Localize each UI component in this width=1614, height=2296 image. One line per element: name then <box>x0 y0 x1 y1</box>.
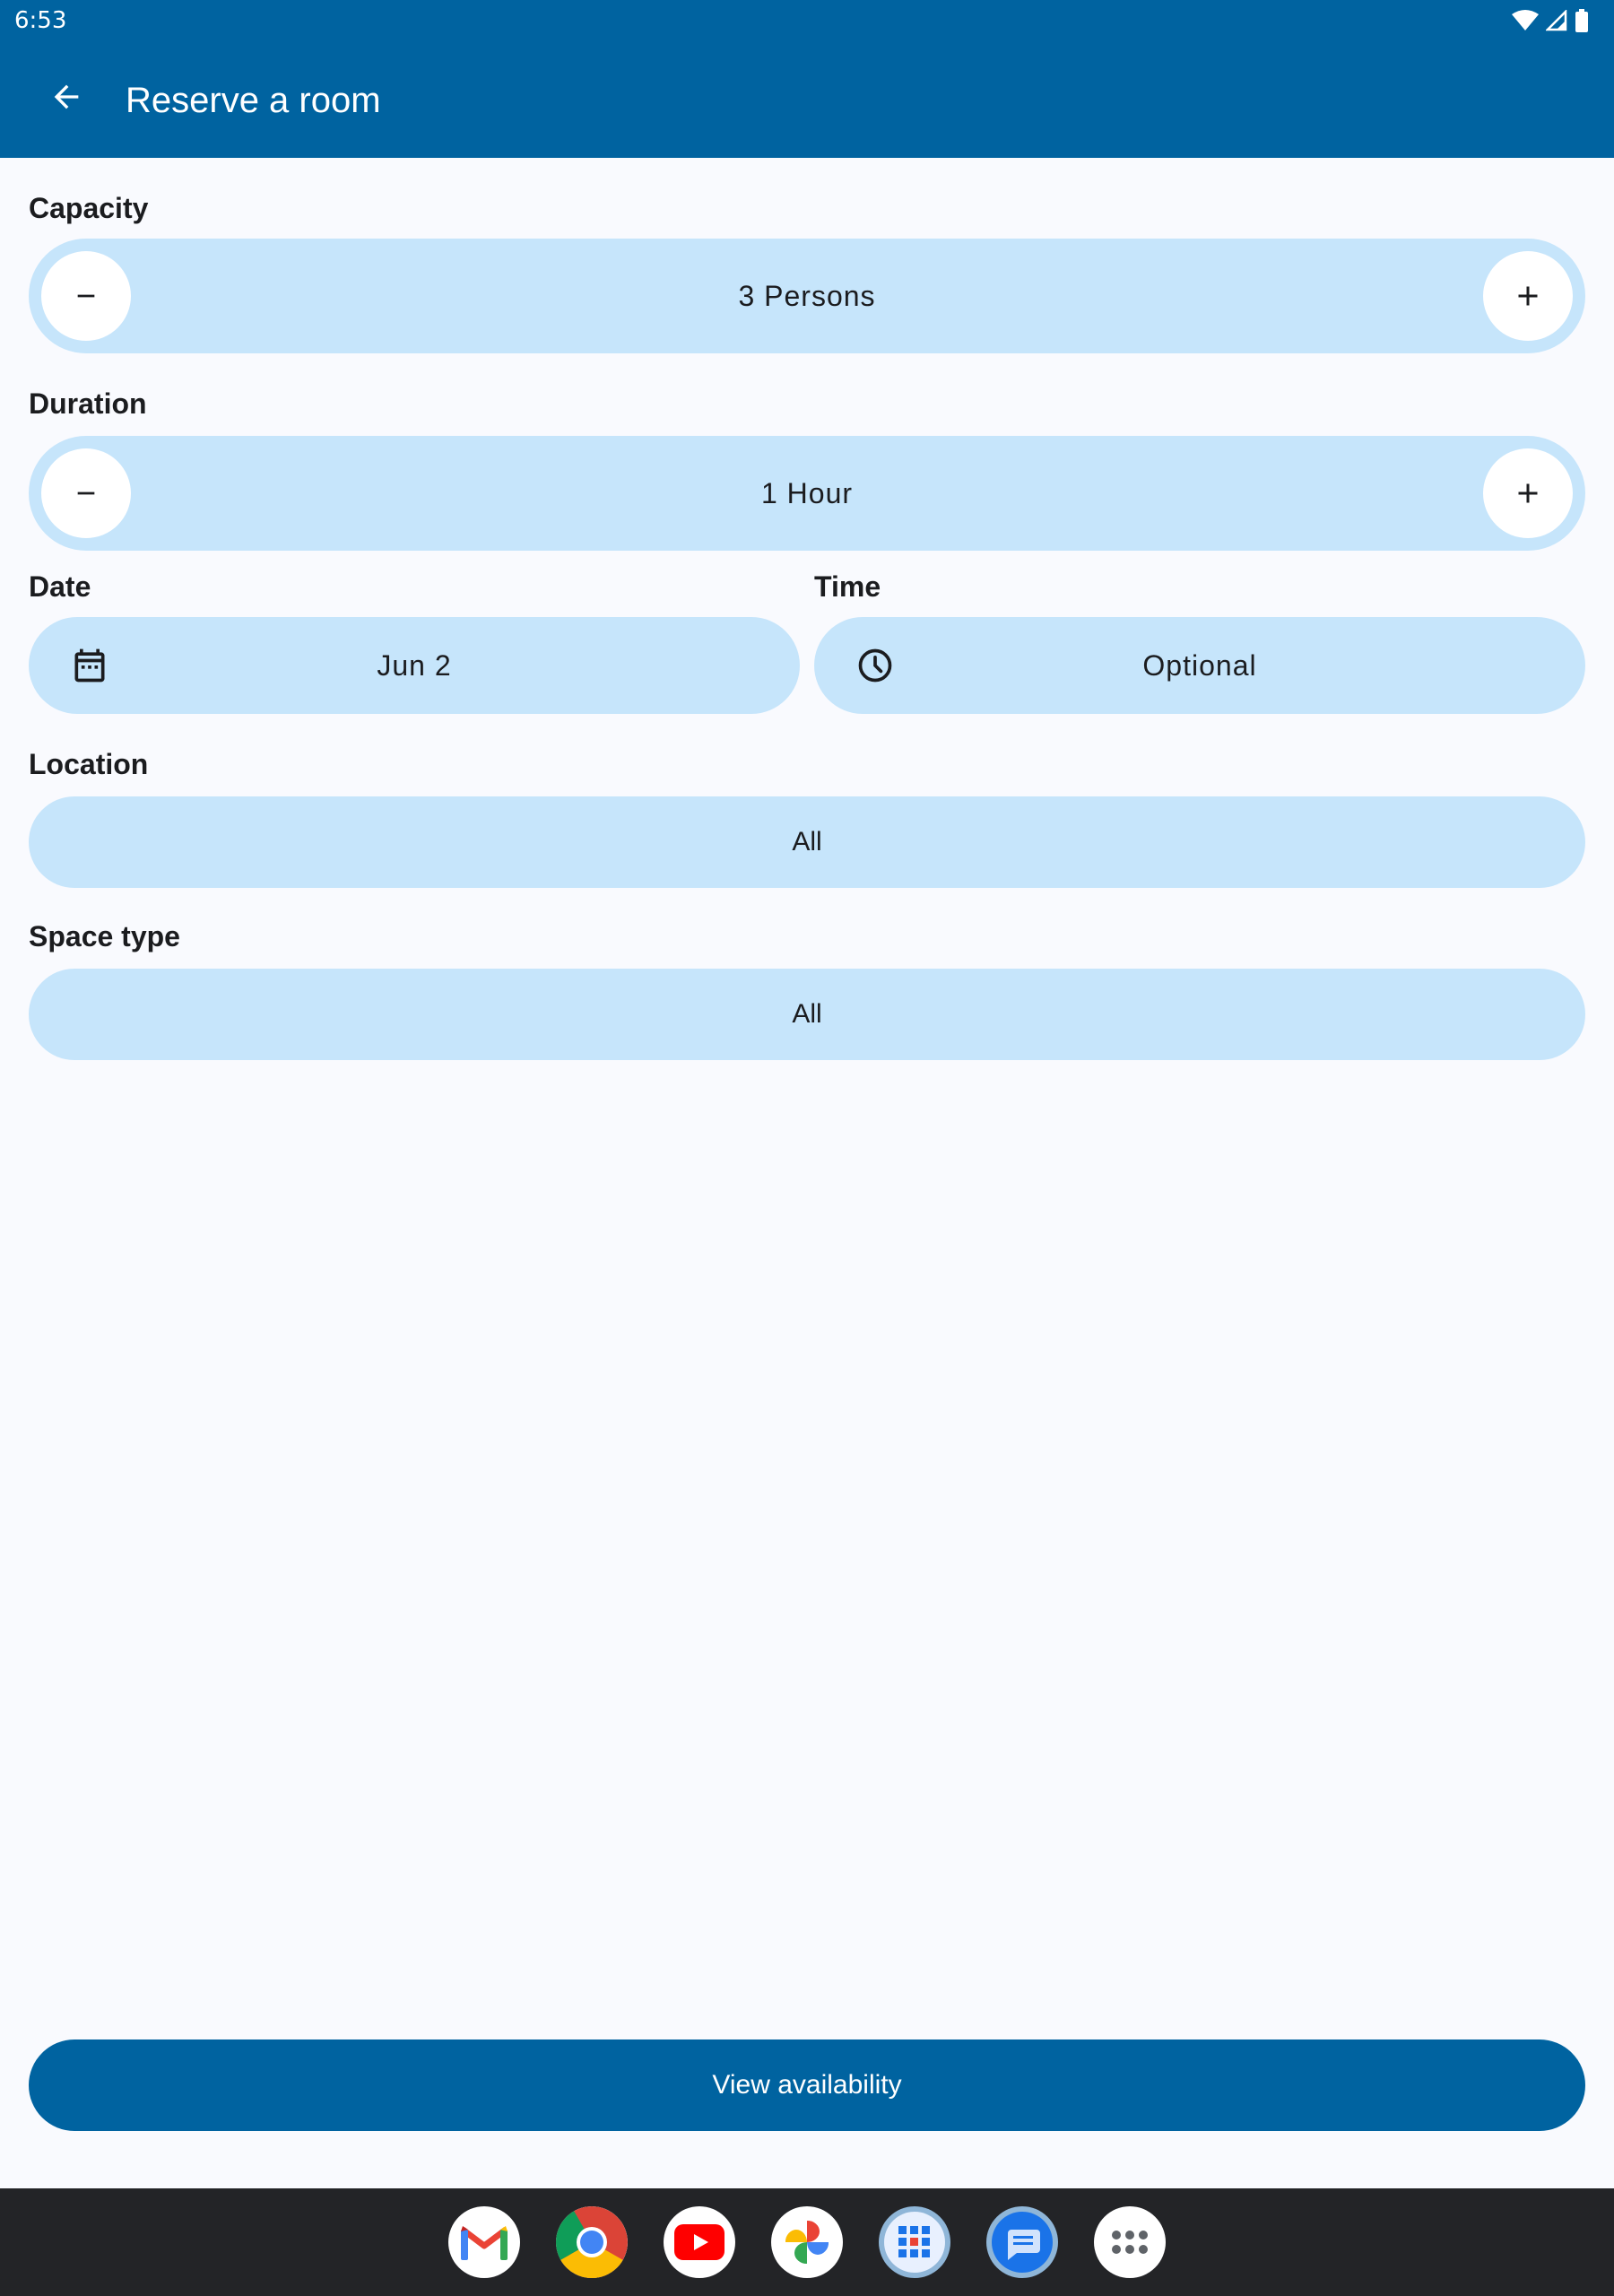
duration-value: 1 Hour <box>760 476 854 509</box>
date-value: Jun 2 <box>377 648 452 682</box>
arrow-back-icon <box>48 79 84 115</box>
time-value: Optional <box>1142 648 1257 682</box>
status-time: 6:53 <box>14 7 67 34</box>
date-label: Date <box>29 570 91 603</box>
minus-icon <box>72 479 100 508</box>
capacity-decrease-button[interactable] <box>41 251 131 341</box>
capacity-value: 3 Persons <box>738 279 876 312</box>
gmail-icon[interactable] <box>448 2206 520 2278</box>
duration-increase-button[interactable] <box>1483 448 1573 538</box>
duration-label: Duration <box>29 387 147 420</box>
app-bar <box>0 0 1614 158</box>
back-button[interactable] <box>41 72 91 122</box>
apps-grid-icon[interactable] <box>879 2206 950 2278</box>
capacity-stepper <box>29 239 1585 353</box>
messages-icon[interactable] <box>986 2206 1058 2278</box>
signal-icon <box>1546 10 1567 31</box>
app-drawer-icon[interactable] <box>1094 2206 1166 2278</box>
plus-icon <box>1512 280 1544 312</box>
duration-decrease-button[interactable] <box>41 448 131 538</box>
battery-icon <box>1575 9 1589 32</box>
location-select[interactable]: All <box>29 796 1585 888</box>
time-label: Time <box>814 570 881 603</box>
location-label: Location <box>29 748 149 780</box>
youtube-icon[interactable] <box>664 2206 735 2278</box>
photos-icon[interactable] <box>771 2206 843 2278</box>
view-availability-button[interactable]: View availability <box>29 2039 1585 2131</box>
wifi-icon <box>1512 9 1539 32</box>
chrome-icon[interactable] <box>556 2206 628 2278</box>
space-type-select[interactable]: All <box>29 969 1585 1060</box>
space-type-label: Space type <box>29 920 180 952</box>
date-picker-button[interactable] <box>29 617 800 714</box>
plus-icon <box>1512 477 1544 509</box>
time-picker-button[interactable] <box>814 617 1585 714</box>
taskbar <box>0 2188 1614 2296</box>
minus-icon <box>72 282 100 310</box>
page-title: Reserve a room <box>126 81 381 120</box>
capacity-label: Capacity <box>29 192 149 224</box>
status-icons <box>1512 9 1589 32</box>
duration-stepper <box>29 436 1585 551</box>
capacity-increase-button[interactable] <box>1483 251 1573 341</box>
